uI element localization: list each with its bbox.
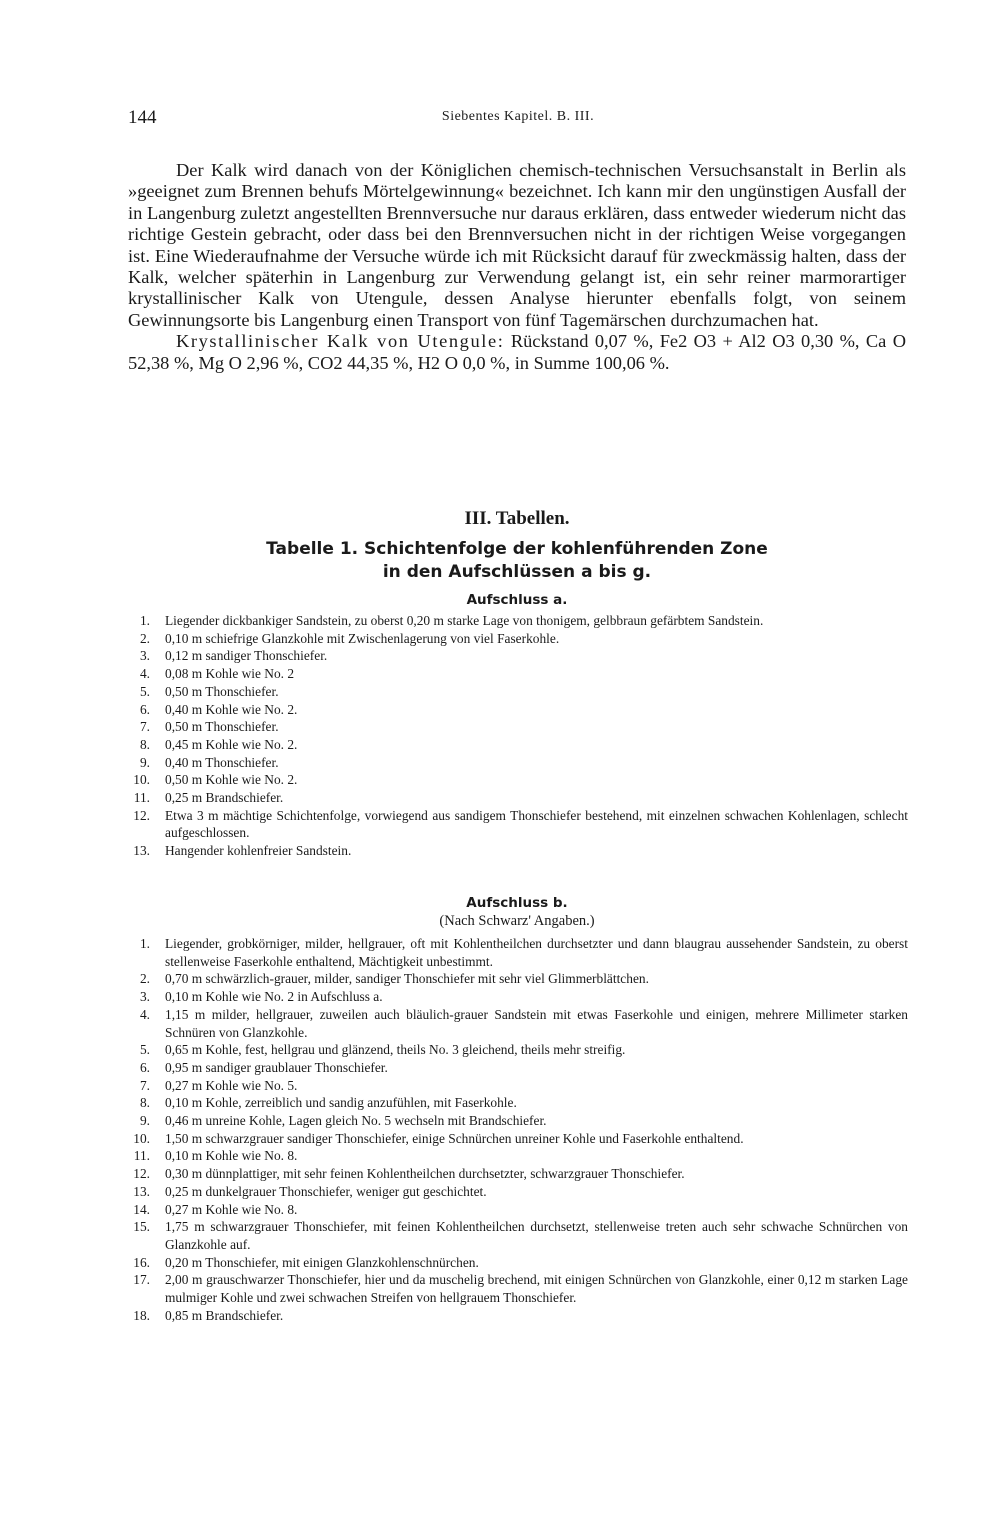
item-text: 0,27 m Kohle wie No. 8.	[165, 1201, 298, 1217]
section-title: III. Tabellen.	[464, 508, 570, 529]
list-item	[128, 988, 908, 1006]
table-title-line: in den Aufschlüssen a bis g.	[382, 562, 652, 582]
item-text: 0,10 m Kohle wie No. 8.	[165, 1148, 298, 1164]
item-number: 1.	[139, 936, 150, 951]
item-text: 0,25 m dunkelgrauer Thonschiefer, weniger gut geschichtet.	[165, 1183, 487, 1199]
item-number: 11.	[133, 790, 150, 806]
page-number: 144	[128, 107, 157, 128]
item-number: 6.	[139, 1059, 150, 1075]
item-text: 0,25 m Brandschiefer.	[165, 790, 284, 806]
item-number: 13.	[133, 843, 150, 859]
list-item	[128, 842, 908, 860]
item-number: 7.	[139, 719, 150, 735]
list-item	[128, 1147, 908, 1165]
item-number: 10.	[133, 772, 150, 788]
list-item	[128, 1165, 908, 1183]
item-text: Liegender, grobkörniger, milder, hellgrauer, oft mit Kohlentheilchen durchsetzter und dann blaugrau aussehender Sandstein, zu oberst stellenweise Faserkohle enthaltend, Mächtigkeit unbestimmt.	[165, 936, 908, 969]
subsection-title-b: Aufschluss b.	[466, 895, 568, 911]
layer-list-b	[128, 935, 908, 1324]
item-text: Hangender kohlenfreier Sandstein.	[165, 843, 352, 859]
item-text: 0,10 m Kohle wie No. 2 in Aufschluss a.	[165, 989, 383, 1005]
item-text: 0,08 m Kohle wie No. 2	[165, 666, 295, 682]
item-text: 0,50 m Thonschiefer.	[165, 683, 279, 699]
item-number: 13.	[133, 1183, 150, 1199]
item-text: 0,10 m schiefrige Glanzkohle mit Zwischenlagerung von viel Faserkohle.	[165, 630, 560, 646]
item-text: 0,40 m Kohle wie No. 2.	[165, 701, 298, 717]
running-title: Siebentes Kapitel. B. III.	[441, 109, 595, 124]
subsection-title-a: Aufschluss a.	[466, 592, 568, 608]
item-number: 18.	[133, 1307, 150, 1323]
item-number: 2.	[139, 630, 150, 646]
list-item	[128, 1112, 908, 1130]
item-text: 0,65 m Kohle, fest, hellgrau und glänzend, theils No. 3 gleichend, theils mehr streifig.	[165, 1042, 626, 1058]
running-header	[128, 107, 908, 131]
list-item	[128, 1041, 908, 1059]
list-item	[128, 1006, 908, 1041]
item-number: 5.	[139, 1042, 150, 1058]
layer-list-a	[128, 612, 908, 860]
list-item	[128, 970, 908, 988]
item-text: 0,46 m unreine Kohle, Lagen gleich No. 5 wechseln mit Brandschiefer.	[165, 1113, 547, 1129]
item-text: 0,20 m Thonschiefer, mit einigen Glanzkohlenschnürchen.	[165, 1254, 479, 1270]
list-item	[128, 701, 908, 719]
item-number: 7.	[139, 1077, 150, 1093]
item-text: 0,50 m Thonschiefer.	[165, 719, 279, 735]
list-item	[128, 1218, 908, 1253]
list-item	[128, 736, 908, 754]
list-item	[128, 1307, 908, 1325]
item-number: 12.	[133, 807, 150, 823]
item-text: 0,40 m Thonschiefer.	[165, 754, 279, 770]
item-number: 6.	[139, 701, 150, 717]
table-title-line: Tabelle 1. Schichtenfolge der kohlenführenden Zone	[266, 539, 768, 559]
list-item	[128, 1183, 908, 1201]
list-item	[128, 1254, 908, 1272]
item-text: 1,15 m milder, hellgrauer, zuweilen auch bläulich-grauer Sandstein mit etwas Faserkohle und einigen, mehrere Millimeter starken Schnüren von Glanzkohle.	[165, 1006, 908, 1040]
item-number: 15.	[133, 1219, 150, 1235]
list-item	[128, 665, 908, 683]
item-number: 16.	[133, 1254, 150, 1270]
list-item	[128, 1201, 908, 1219]
item-number: 4.	[139, 1006, 150, 1022]
item-number: 8.	[139, 736, 150, 752]
item-number: 12.	[133, 1166, 150, 1182]
item-text: 0,95 m sandiger graublauer Thonschiefer.	[165, 1059, 388, 1075]
list-item	[128, 754, 908, 772]
item-text: 0,45 m Kohle wie No. 2.	[165, 736, 298, 752]
item-number: 9.	[139, 1113, 150, 1129]
table-title	[128, 538, 906, 584]
item-number: 17.	[133, 1272, 150, 1288]
item-text: 0,30 m dünnplattiger, mit sehr feinen Kohlentheilchen durchsetzter, schwarzgrauer Thonschiefer.	[165, 1166, 685, 1182]
list-item	[128, 1130, 908, 1148]
item-number: 11.	[133, 1148, 150, 1164]
analysis-values: Rückstand 0,07 %, Fe2 O3 + Al2 O3 0,30 %, Ca O 52,38 %, Mg O 2,96 %, CO2 44,35 %, H2 O 0,0 %, in Summe 100,06 %.	[128, 331, 906, 373]
list-item	[128, 1059, 908, 1077]
item-text: Etwa 3 m mächtige Schichtenfolge, vorwiegend aus sandigem Thonschiefer bestehend, mit einzelnen schwachen Kohlenlagen, schlecht aufgeschlossen.	[165, 807, 908, 841]
list-item	[128, 647, 908, 665]
paragraph: Der Kalk wird danach von der Königlichen chemisch-technischen Versuchsanstalt in Berlin als »geeignet zum Brennen behufs Mörtelgewinnung« bezeichnet. Ich kann mir den ungünstigen Ausfall der in Langenburg zuletzt angestellten Brennversuche nur daraus erklären, dass entweder wiederum nicht das richtige Gestein gebracht, oder dass bei den Brennversuchen nicht in der richtigen Weise vorgegangen ist. Eine Wiederaufnahme der Versuche würde ich mit Rücksicht darauf für zweckmässig halten, dass der Kalk, welcher späterhin in Langenburg zur Verwendung gelangt ist, ein sehr reiner marmorartiger krystallinischer Kalk von Utengule, dessen Analyse hierunter ebenfalls folgt, von seinem Gewinnungsorte bis Langenburg einen Transport von fünf Tagemärschen durchzumachen hat.	[128, 160, 906, 330]
item-text: 0,50 m Kohle wie No. 2.	[165, 772, 298, 788]
item-number: 10.	[133, 1130, 150, 1146]
item-text: 0,10 m Kohle, zerreiblich und sandig anzufühlen, mit Faserkohle.	[165, 1095, 517, 1111]
subsection-note: (Nach Schwarz' Angaben.)	[439, 913, 595, 929]
item-number: 3.	[139, 989, 150, 1005]
item-text: 0,85 m Brandschiefer.	[165, 1307, 284, 1323]
item-text: 0,12 m sandiger Thonschiefer.	[165, 648, 328, 664]
item-text: 0,70 m schwärzlich-grauer, milder, sandiger Thonschiefer mit sehr viel Glimmerblättchen.	[165, 971, 649, 987]
item-number: 14.	[133, 1201, 150, 1217]
item-text: 1,75 m schwarzgrauer Thonschiefer, mit feinen Kohlentheilchen durchsetzt, stellenweise treten auch sehr schwache Schnürchen von Glanzkohle auf.	[165, 1219, 908, 1252]
item-number: 2.	[139, 971, 150, 987]
list-item	[128, 612, 908, 630]
list-item	[128, 630, 908, 648]
item-number: 1.	[139, 613, 150, 628]
list-item	[128, 789, 908, 807]
item-text: 0,27 m Kohle wie No. 5.	[165, 1077, 298, 1093]
analysis-lead: Krystallinischer Kalk von Utengule:	[176, 331, 505, 352]
list-item	[128, 683, 908, 701]
list-item	[128, 1271, 908, 1306]
item-text: 1,50 m schwarzgrauer sandiger Thonschiefer, einige Schnürchen unreiner Kohle und Faserkohle enthaltend.	[165, 1130, 744, 1146]
list-item	[128, 807, 908, 842]
list-item	[128, 718, 908, 736]
list-item	[128, 1077, 908, 1095]
body-text	[128, 160, 906, 374]
list-item	[128, 771, 908, 789]
list-item	[128, 935, 908, 970]
item-number: 3.	[139, 648, 150, 664]
item-number: 4.	[139, 666, 150, 682]
list-item	[128, 1094, 908, 1112]
item-number: 9.	[139, 754, 150, 770]
item-text: 2,00 m grauschwarzer Thonschiefer, hier und da muschelig brechend, mit einigen Schnürchen von Glanzkohle, einer 0,12 m starken Lage mulmiger Kohle und zwei schwachen Streifen von hellgrauem Thonschiefer.	[165, 1272, 908, 1306]
item-number: 5.	[139, 683, 150, 699]
paragraph	[128, 331, 906, 374]
item-number: 8.	[139, 1095, 150, 1111]
item-text: Liegender dickbankiger Sandstein, zu oberst 0,20 m starke Lage von thonigem, gelbbraun gefärbtem Sandstein.	[165, 613, 764, 628]
